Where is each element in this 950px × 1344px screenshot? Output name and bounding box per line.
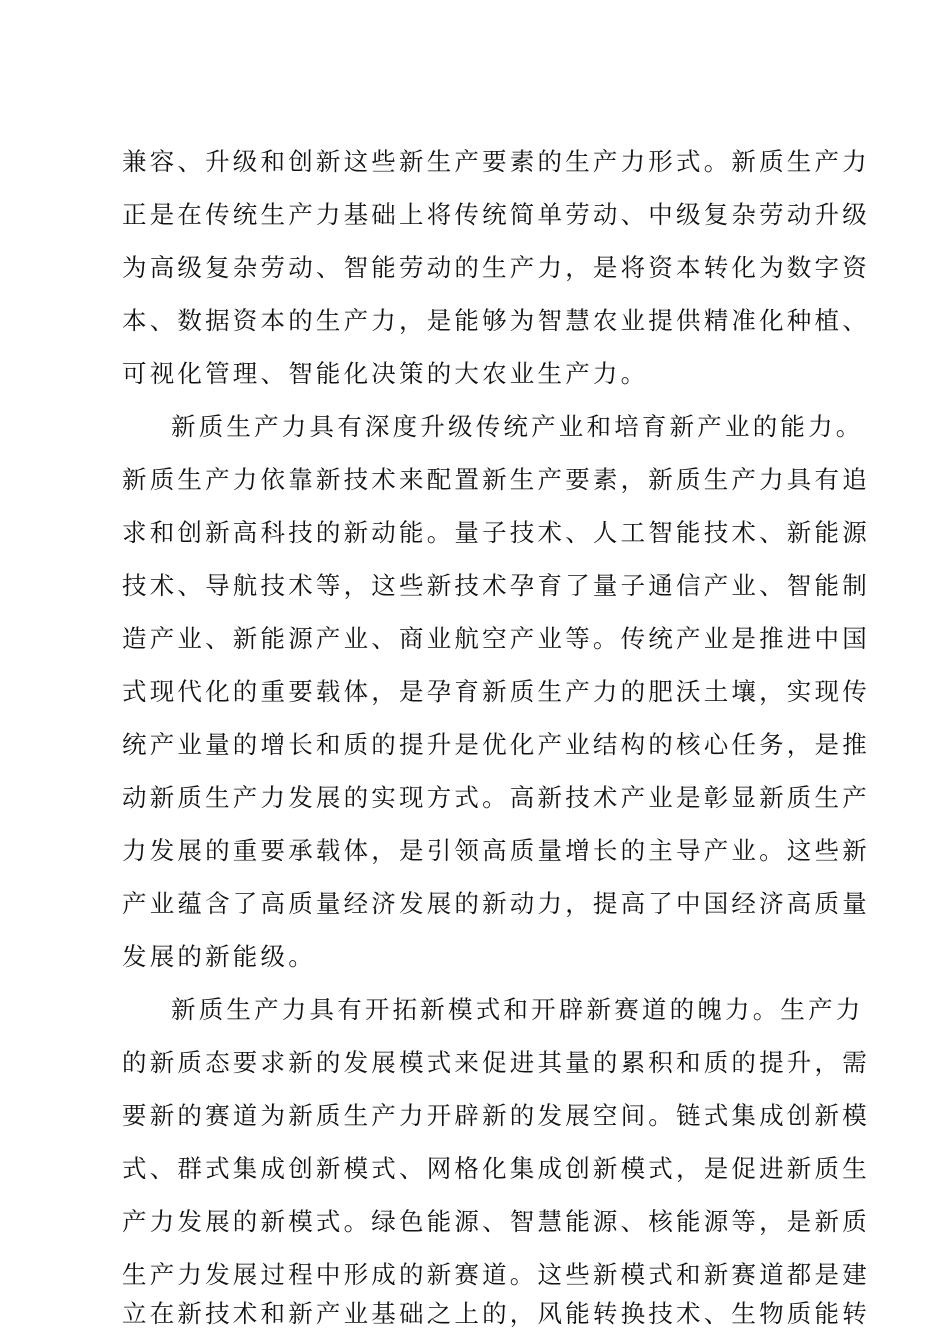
text-line: 式、群式集成创新模式、网格化集成创新模式，是促进新质生 [122,1154,870,1183]
text-line: 正是在传统生产力基础上将传统简单劳动、中级复杂劳动升级 [122,200,870,229]
text-line: 立在新技术和新产业基础之上的，风能转换技术、生物质能转 [122,1299,870,1328]
text-line: 产业蕴含了高质量经济发展的新动力，提高了中国经济高质量 [122,889,870,918]
text-line: 要新的赛道为新质生产力开辟新的发展空间。链式集成创新模 [122,1101,870,1130]
text-line: 兼容、升级和创新这些新生产要素的生产力形式。新质生产力 [122,147,870,176]
text-line: 力发展的重要承载体，是引领高质量增长的主导产业。这些新 [122,836,870,865]
text-line: 的新质态要求新的发展模式来促进其量的累积和质的提升，需 [122,1048,870,1077]
text-line: 生产力发展过程中形成的新赛道。这些新模式和新赛道都是建 [122,1260,870,1289]
text-line: 求和创新高科技的新动能。量子技术、人工智能技术、新能源 [122,518,870,547]
text-line: 发展的新能级。 [122,942,316,971]
text-line: 造产业、新能源产业、商业航空产业等。传统产业是推进中国 [122,624,870,653]
text-line: 为高级复杂劳动、智能劳动的生产力，是将资本转化为数字资 [122,253,870,282]
text-line: 式现代化的重要载体，是孕育新质生产力的肥沃土壤，实现传 [122,677,870,706]
text-line: 本、数据资本的生产力，是能够为智慧农业提供精准化种植、 [122,306,870,335]
text-line: 新质生产力具有深度升级传统产业和培育新产业的能力。 [171,412,864,441]
text-line: 动新质生产力发展的实现方式。高新技术产业是彰显新质生产 [122,783,870,812]
text-line: 可视化管理、智能化决策的大农业生产力。 [122,359,649,388]
text-line: 新质生产力具有开拓新模式和开辟新赛道的魄力。生产力 [171,995,864,1024]
text-line: 产力发展的新模式。绿色能源、智慧能源、核能源等，是新质 [122,1207,870,1236]
text-line: 新质生产力依靠新技术来配置新生产要素，新质生产力具有追 [122,465,870,494]
text-line: 统产业量的增长和质的提升是优化产业结构的核心任务，是推 [122,730,870,759]
text-line: 技术、导航技术等，这些新技术孕育了量子通信产业、智能制 [122,571,870,600]
